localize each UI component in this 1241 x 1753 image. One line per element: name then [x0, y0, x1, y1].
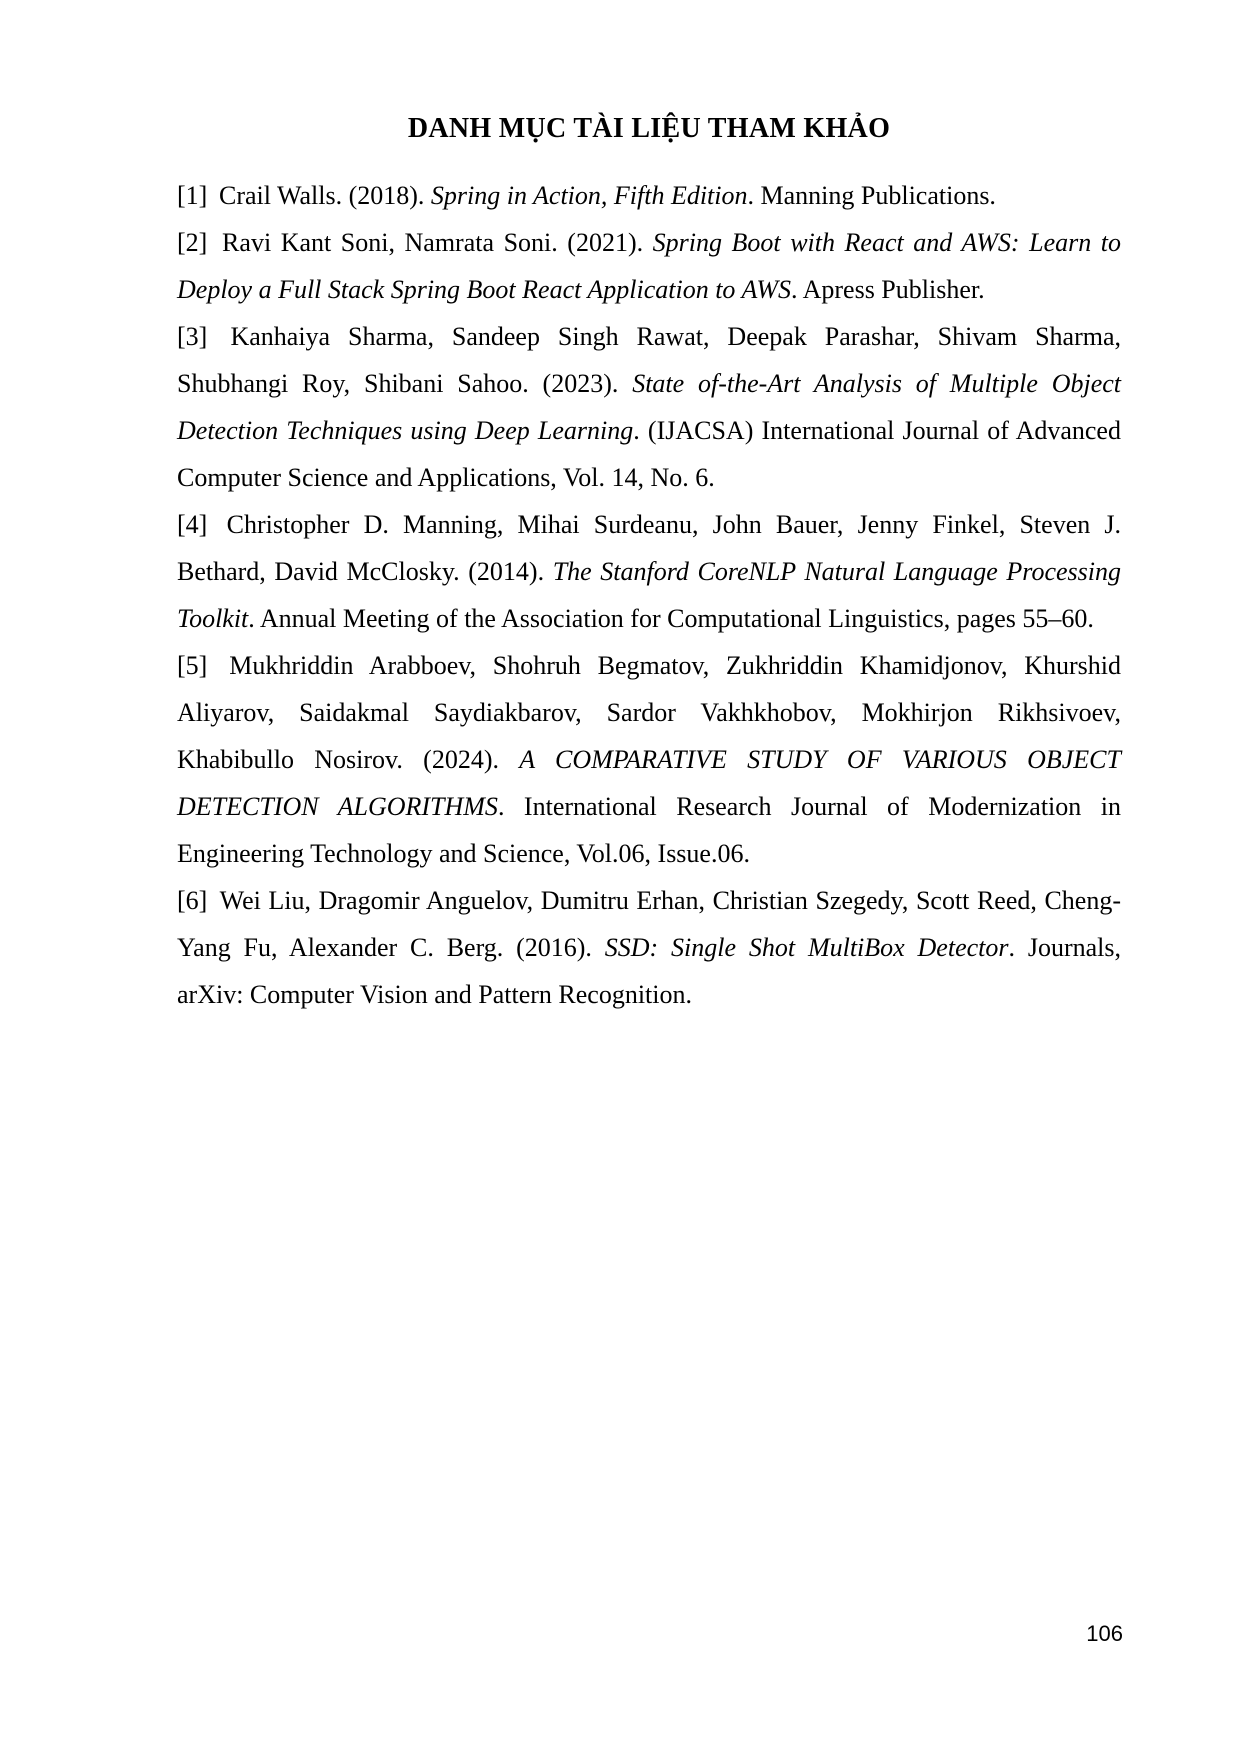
reference-title-italic: Spring in Action, Fifth Edition [430, 181, 748, 210]
reference-title-italic: The Stanford CoreNLP Natural Language Processing Toolkit [177, 557, 1121, 633]
references-section [177, 112, 1121, 1018]
reference-text: Wei Liu, Dragomir Anguelov, Dumitru Erhan, Christian Szegedy, Scott Reed, Cheng-Yang Fu, Alexander C. Berg. (2016). [177, 886, 1121, 962]
reference-title-italic: A COMPARATIVE STUDY OF VARIOUS OBJECT DETECTION ALGORITHMS [177, 745, 1121, 821]
reference-text: Crail Walls. (2018). [212, 181, 431, 210]
reference-text: . International Research Journal of Modernization in Engineering Technology and Science, Vol.06, Issue.06. [177, 792, 1121, 868]
reference-title-italic: State of-the-Art Analysis of Multiple Object Detection Techniques using Deep Learning [177, 369, 1121, 445]
reference-item-2 [177, 219, 1121, 313]
reference-item-1 [177, 172, 1121, 219]
reference-number: [6] [177, 886, 208, 915]
reference-item-4 [177, 501, 1121, 642]
reference-text: Mukhriddin Arabboev, Shohruh Begmatov, Zukhriddin Khamidjonov, Khurshid Aliyarov, Saidakmal Saydiakbarov, Sardor Vakhkhobov, Mokhirjon Rikhsivoev, Khabibullo Nosirov. (2024). [177, 651, 1121, 774]
reference-text: . Journals, arXiv: Computer Vision and Pattern Recognition. [177, 933, 1121, 1009]
page-number: 106 [1086, 1621, 1123, 1646]
reference-item-3 [177, 313, 1121, 501]
reference-number: [2] [177, 228, 208, 257]
reference-item-5 [177, 642, 1121, 877]
reference-item-6 [177, 877, 1121, 1018]
references-list [177, 172, 1121, 1018]
reference-number: [4] [177, 510, 208, 539]
reference-text: . (IJACSA) International Journal of Advanced Computer Science and Applications, Vol. 14, No. 6. [177, 416, 1121, 492]
reference-title-italic: SSD: Single Shot MultiBox Detector [604, 933, 1009, 962]
reference-text: . Apress Publisher. [791, 275, 985, 304]
reference-text: Kanhaiya Sharma, Sandeep Singh Rawat, Deepak Parashar, Shivam Sharma, Shubhangi Roy, Shibani Sahoo. (2023). [177, 322, 1121, 398]
reference-number: [3] [177, 322, 208, 351]
reference-number: [1] [177, 181, 208, 210]
reference-text: . Manning Publications. [747, 181, 996, 210]
reference-text: . Annual Meeting of the Association for Computational Linguistics, pages 55–60. [248, 604, 1094, 633]
reference-number: [5] [177, 651, 208, 680]
references-title: DANH MỤC TÀI LIỆU THAM KHẢO [407, 113, 891, 144]
reference-title-italic: Spring Boot with React and AWS: Learn to Deploy a Full Stack Spring Boot React Application to AWS [177, 228, 1121, 304]
reference-text: Ravi Kant Soni, Namrata Soni. (2021). [212, 228, 653, 257]
reference-text: Christopher D. Manning, Mihai Surdeanu, John Bauer, Jenny Finkel, Steven J. Bethard, David McClosky. (2014). [177, 510, 1121, 586]
